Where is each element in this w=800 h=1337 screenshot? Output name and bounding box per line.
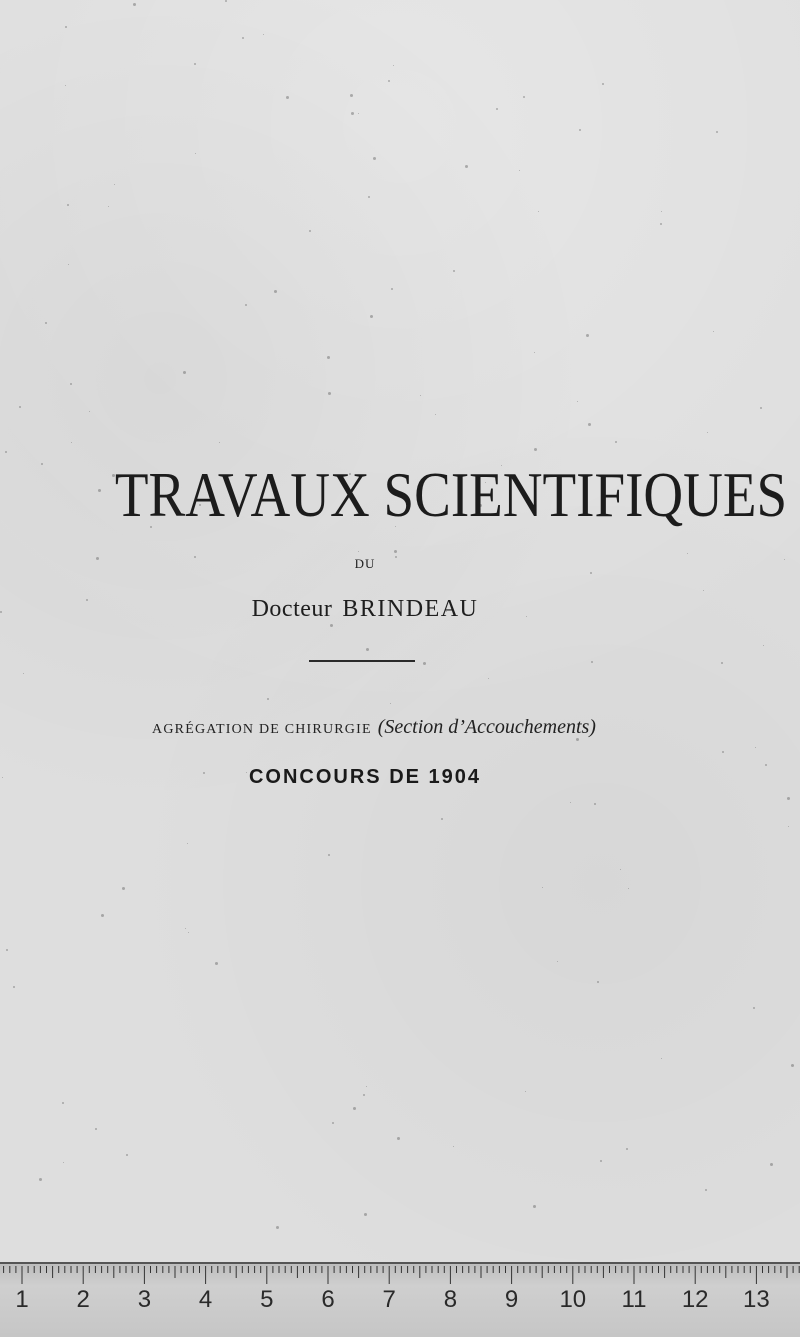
paper-speck xyxy=(101,914,104,917)
paper-speck xyxy=(86,599,88,601)
paper-speck xyxy=(626,1148,628,1150)
paper-speck xyxy=(330,624,333,627)
paper-speck xyxy=(225,0,227,2)
paper-speck xyxy=(453,270,455,272)
paper-speck xyxy=(187,843,188,844)
paper-speck xyxy=(41,463,43,465)
paper-speck xyxy=(122,887,125,890)
paper-speck xyxy=(588,423,591,426)
paper-speck xyxy=(373,157,376,160)
divider-rule xyxy=(309,660,415,662)
paper-speck xyxy=(791,1064,794,1067)
paper-speck xyxy=(65,85,66,86)
paper-speck xyxy=(368,196,370,198)
paper-speck xyxy=(390,703,391,704)
measuring-ruler xyxy=(0,1262,800,1337)
paper-speck xyxy=(519,170,520,171)
paper-speck xyxy=(274,290,277,293)
paper-speck xyxy=(538,211,539,212)
paper-speck xyxy=(579,129,581,131)
paper-speck xyxy=(70,383,72,385)
author-line xyxy=(190,596,540,623)
paper-speck xyxy=(661,211,662,212)
paper-speck xyxy=(194,556,196,558)
ruler-number: 9 xyxy=(504,1286,519,1313)
paper-speck xyxy=(707,432,708,433)
paper-speck xyxy=(23,673,24,674)
concours-line: CONCOURS DE 1904 xyxy=(248,766,482,788)
paper-speck xyxy=(394,550,397,553)
paper-speck xyxy=(533,1205,536,1208)
paper-speck xyxy=(350,94,353,97)
agregation-section: (Section d’Accouchements) xyxy=(377,716,596,738)
paper-speck xyxy=(194,63,196,65)
ruler-number: 1 xyxy=(15,1286,29,1313)
agregation-caps: AGRÉGATION DE CHIRURGIE xyxy=(152,722,372,737)
paper-speck xyxy=(370,315,373,318)
paper-speck xyxy=(615,441,617,443)
paper-speck xyxy=(328,854,330,856)
paper-speck xyxy=(763,645,764,646)
ruler-number: 2 xyxy=(76,1286,90,1313)
paper-speck xyxy=(496,108,498,110)
paper-speck xyxy=(188,932,189,933)
paper-speck xyxy=(286,96,289,99)
paper-speck xyxy=(788,826,789,827)
ruler-number: 4 xyxy=(198,1286,213,1313)
paper-speck xyxy=(557,961,558,962)
paper-speck xyxy=(366,1086,367,1087)
paper-speck xyxy=(65,26,67,28)
paper-speck xyxy=(5,451,7,453)
ruler-number: 8 xyxy=(443,1286,458,1313)
paper-speck xyxy=(63,1162,64,1163)
paper-speck xyxy=(600,1160,602,1162)
paper-speck xyxy=(0,611,2,613)
paper-speck xyxy=(661,1058,662,1059)
paper-speck xyxy=(755,747,756,748)
paper-speck xyxy=(95,1128,97,1130)
ruler-number: 11 xyxy=(621,1286,647,1313)
paper-speck xyxy=(2,777,3,778)
paper-speck xyxy=(89,411,90,412)
paper-speck xyxy=(364,1213,367,1216)
paper-speck xyxy=(577,401,578,402)
paper-speck xyxy=(760,407,762,409)
paper-speck xyxy=(397,1137,400,1140)
paper-speck xyxy=(542,887,543,888)
paper-speck xyxy=(263,34,264,35)
paper-speck xyxy=(358,113,359,114)
paper-speck xyxy=(267,698,269,700)
paper-speck xyxy=(590,572,592,574)
paper-speck xyxy=(67,204,69,206)
paper-speck xyxy=(523,96,525,98)
document-title: TRAVAUX SCIENTIFIQUES xyxy=(114,459,788,530)
paper-speck xyxy=(245,304,247,306)
paper-speck xyxy=(787,797,790,800)
paper-speck xyxy=(215,962,218,965)
paper-speck xyxy=(309,230,311,232)
paper-speck xyxy=(705,1189,707,1191)
paper-speck xyxy=(687,553,688,554)
paper-speck xyxy=(570,802,571,803)
paper-speck xyxy=(276,1226,279,1229)
author-prefix: Docteur xyxy=(251,596,333,622)
du-label: DU xyxy=(354,556,376,571)
paper-speck xyxy=(586,334,589,337)
paper-speck xyxy=(602,83,604,85)
ruler-number: 3 xyxy=(137,1286,152,1313)
paper-speck xyxy=(327,356,330,359)
paper-speck xyxy=(13,986,15,988)
paper-speck xyxy=(219,442,220,443)
paper-speck xyxy=(591,661,593,663)
paper-speck xyxy=(620,869,621,870)
paper-speck xyxy=(765,764,767,766)
paper-speck xyxy=(62,1102,64,1104)
paper-speck xyxy=(784,559,785,560)
paper-speck xyxy=(19,406,21,408)
agregation-line xyxy=(94,716,654,739)
paper-speck xyxy=(126,1154,128,1156)
author-name: BRINDEAU xyxy=(342,596,479,622)
paper-speck xyxy=(133,3,136,6)
paper-speck xyxy=(534,352,535,353)
paper-speck xyxy=(393,65,394,66)
paper-speck xyxy=(423,662,426,665)
paper-speck xyxy=(6,949,8,951)
ruler-number: 10 xyxy=(559,1286,587,1313)
paper-speck xyxy=(594,803,596,805)
paper-speck xyxy=(660,223,662,225)
ruler-number: 5 xyxy=(260,1286,274,1313)
paper-speck xyxy=(597,981,599,983)
paper-speck xyxy=(45,322,47,324)
paper-speck xyxy=(713,331,714,332)
paper-speck xyxy=(628,888,629,889)
paper-speck xyxy=(465,165,468,168)
paper-speck xyxy=(534,448,537,451)
paper-speck xyxy=(353,1107,356,1110)
paper-speck xyxy=(721,662,723,664)
paper-speck xyxy=(770,1163,773,1166)
paper-speck xyxy=(185,928,186,929)
paper-speck xyxy=(420,395,421,396)
paper-speck xyxy=(722,751,724,753)
paper-speck xyxy=(753,1007,755,1009)
ruler-number: 7 xyxy=(382,1286,396,1313)
ruler-number: 6 xyxy=(321,1286,335,1313)
paper-speck xyxy=(363,1094,365,1096)
paper-speck xyxy=(108,206,109,207)
paper-speck xyxy=(525,1091,526,1092)
paper-speck xyxy=(71,442,72,443)
paper-speck xyxy=(328,392,331,395)
paper-speck xyxy=(488,678,489,679)
paper-speck xyxy=(391,288,393,290)
paper-speck xyxy=(114,184,115,185)
paper-speck xyxy=(98,489,101,492)
paper-speck xyxy=(358,551,359,552)
ruler-number: 12 xyxy=(681,1286,709,1313)
paper-speck xyxy=(435,414,436,415)
paper-speck xyxy=(703,590,704,591)
paper-speck xyxy=(96,557,99,560)
paper-speck xyxy=(242,37,244,39)
paper-speck xyxy=(183,371,186,374)
paper-speck xyxy=(39,1178,42,1181)
paper-speck xyxy=(351,112,354,115)
paper-speck xyxy=(441,818,443,820)
paper-speck xyxy=(716,131,718,133)
ruler-number: 13 xyxy=(743,1286,770,1313)
paper-speck xyxy=(388,80,390,82)
paper-speck xyxy=(332,1122,334,1124)
paper-speck xyxy=(366,648,369,651)
paper-speck xyxy=(453,1146,454,1147)
paper-speck xyxy=(195,153,196,154)
paper-speck xyxy=(68,264,69,265)
